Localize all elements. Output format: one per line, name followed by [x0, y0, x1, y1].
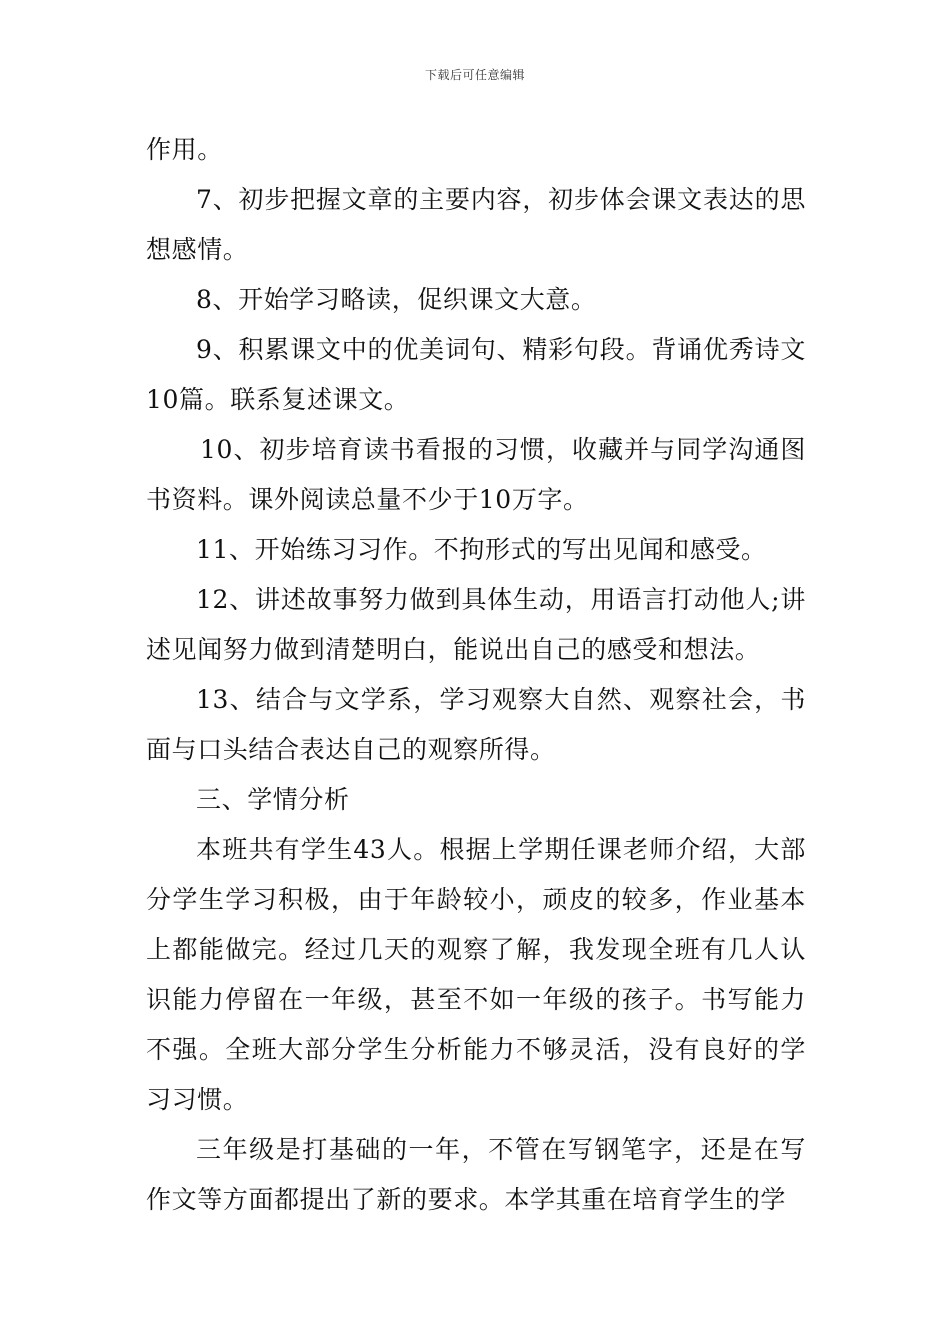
paragraph-item-12: 12、讲述故事努力做到具体生动，用语言打动他人;讲述见闻努力做到清楚明白，能说出自己的感受和想法。: [146, 585, 806, 664]
paragraph-item-11: 11、开始练习习作。不拘形式的写出见闻和感受。: [196, 535, 767, 564]
page-header: 下载后可任意编辑: [424, 68, 525, 82]
paragraph-grade-three: 三年级是打基础的一年，不管在写钢笔字，还是在写作文等方面都提出了新的要求。本学其重在培育学生的学: [146, 1135, 806, 1214]
paragraph-item-8: 8、开始学习略读，促织课文大意。: [196, 285, 597, 314]
paragraph-class-analysis: 本班共有学生43人。根据上学期任课老师介绍，大部分学生学习积极，由于年龄较小，顽皮的较多，作业基本上都能做完。经过几天的观察了解，我发现全班有几人认识能力停留在一年级，甚至不如一年级的孩子。书写能力不强。全班大部分学生分析能力不够灵活，没有良好的学习习惯。: [146, 835, 806, 1114]
paragraph-continuation: 作用。: [146, 135, 223, 164]
section-heading: 三、学情分析: [196, 785, 350, 814]
paragraph-item-13: 13、结合与文学系，学习观察大自然、观察社会，书面与口头结合表达自己的观察所得。: [146, 685, 806, 764]
paragraph-item-7: 7、初步把握文章的主要内容，初步体会课文表达的思想感情。: [146, 185, 806, 264]
paragraph-item-10: 10、初步培育读书看报的习惯，收藏并与同学沟通图书资料。课外阅读总量不少于10万字。: [146, 435, 806, 514]
paragraph-item-9: 9、积累课文中的优美词句、精彩句段。背诵优秀诗文10篇。联系复述课文。: [146, 335, 806, 414]
document-body: [146, 125, 806, 1225]
